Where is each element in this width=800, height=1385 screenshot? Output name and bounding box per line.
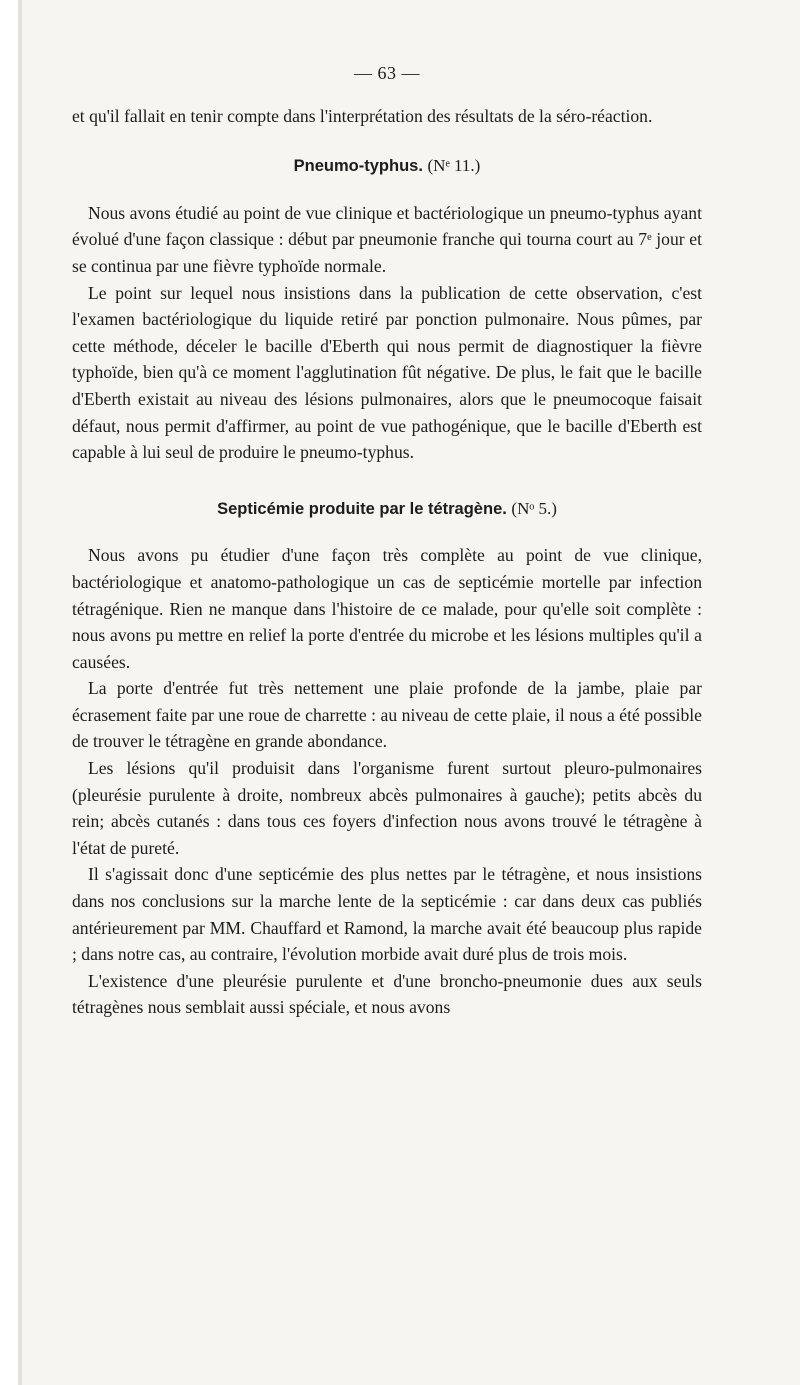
spacer xyxy=(72,129,702,153)
body-paragraph: Il s'agissait donc d'une septicémie des plus nettes par le tétragène, et nous insistions dans nos conclusions sur la marche lente de la septicémie : car dans deux cas publiés antérieurement par MM. Chauffard et Ramond, la marche avait été beaucoup plus rapide ; dans notre cas, au contraire, l'évolution morbide avait duré plus de trois mois. xyxy=(72,864,702,965)
section-title: Septicémie produite par le tétragène. xyxy=(217,499,507,518)
body-paragraph: Nous avons étudié au point de vue clinique et bactériologique un pneumo-typhus ayant évolué d'une façon classique : début par pneumonie franche qui tourna court au 7ᵉ jour et se continua par une fièvre typhoïde normale. xyxy=(72,202,702,276)
body-paragraph: L'existence d'une pleurésie purulente et d'une broncho-pneumonie dues aux seuls tétragènes nous semblait aussi spéciale, et nous avons xyxy=(72,970,702,1018)
body-paragraph: Les lésions qu'il produisit dans l'organisme furent surtout pleuro-pulmonaires (pleurésie purulente à droite, nombreux abcès pulmonaires à gauche); petits abcès du rein; abcès cutanés : dans tous ces foyers d'infection nous avons trouvé le tétragène à l'état de pureté. xyxy=(72,758,702,858)
page-content xyxy=(72,60,702,1021)
section-reference: (Nᵒ 5.) xyxy=(511,498,557,518)
body-paragraph: Nous avons pu étudier d'une façon très complète au point de vue clinique, bactériologique et anatomo-pathologique un cas de septicémie mortelle par infection tétragénique. Rien ne manque dans l'histoire de ce malade, pour qu'elle soit complète : nous avons pu mettre en relief la porte d'entrée du microbe et les lésions multiples qu'il a causées. xyxy=(72,545,702,672)
section-heading-pneumo-typhus xyxy=(72,153,702,180)
scan-edge xyxy=(18,0,22,1385)
intro-paragraph: et qu'il fallait en tenir compte dans l'interprétation des résultats de la séro-réaction. xyxy=(72,105,653,126)
spacer xyxy=(72,180,702,200)
body-paragraph: Le point sur lequel nous insistions dans la publication de cette observation, c'est l'examen bactériologique du liquide retiré par ponction pulmonaire. Nous pûmes, par cette méthode, déceler le bacille d'Eberth qui nous permit de diagnostiquer la fièvre typhoïde, bien qu'à ce moment l'agglutination fût négative. De plus, le fait que le bacille d'Eberth existait au niveau des lésions pulmonaires, alors que le pneumocoque faisait défaut, nous permit d'affirmer, au point de vue pathogénique, que le bacille d'Eberth est capable à lui seul de produire le pneumo-typhus. xyxy=(72,282,702,463)
page-number: — 63 — xyxy=(354,63,420,83)
document-page xyxy=(18,0,800,1385)
body-paragraph: La porte d'entrée fut très nettement une plaie profonde de la jambe, plaie par écrasement faite par une roue de charrette : au niveau de cette plaie, il nous a été possible de trouver le tétragène en grande abondance. xyxy=(72,678,702,752)
section-title: Pneumo-typhus. xyxy=(293,157,423,176)
section-heading-septicemie xyxy=(72,496,702,523)
section-reference: (Nᵉ 11.) xyxy=(427,156,481,176)
spacer xyxy=(72,466,702,496)
spacer xyxy=(72,522,702,542)
